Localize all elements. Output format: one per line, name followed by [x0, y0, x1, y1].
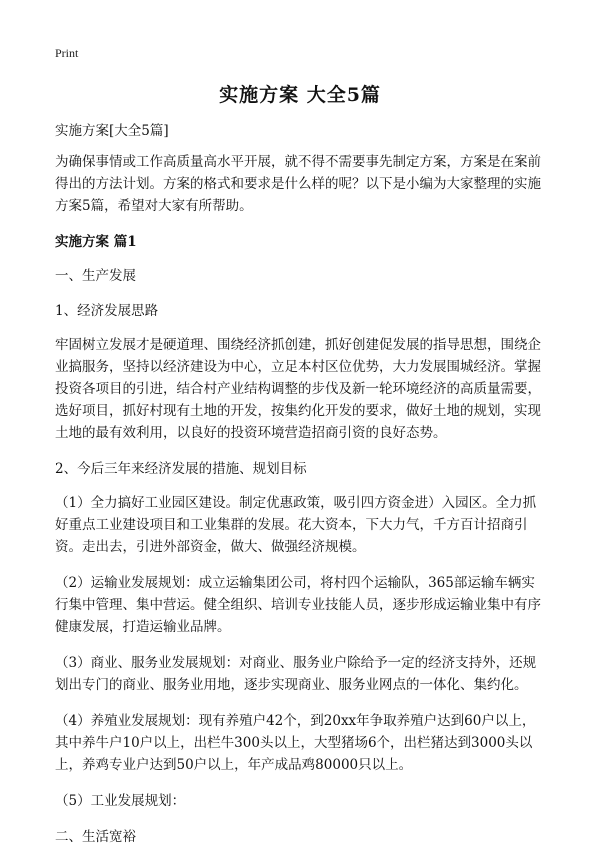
print-label: Print: [55, 46, 79, 60]
list-item: （2）运输业发展规划：成立运输集团公司，将村四个运输队，365部运输车辆实行集中管理、集中营运。健全组织、培训专业技能人员，逐步形成运输业集中有序健康发展，打造运输业品牌。: [55, 575, 541, 635]
list-item: （5）工业发展规划：: [55, 793, 186, 809]
economic-ideas-paragraph: 牢固树立发展才是硬道理、围绕经济抓创建，抓好创建促发展的指导思想，围绕企业搞服务，坚持以经济建设为中心，立足本村区位优势，大力发展围城经济。掌握投资各项目的引进，结合村产业结构调整的步伐及新一轮环境经济的高质量需要，选好项目，抓好村现有土地的开发，按集约化开发的要求，做好土地的规划，实现土地的最有效利用，以良好的投资环境营造招商引资的良好态势。: [55, 337, 541, 441]
document-body: [55, 120, 547, 861]
intro-paragraph: 为确保事情或工作高质量高水平开展，就不得不需要事先制定方案，方案是在案前得出的方法计划。方案的格式和要求是什么样的呢？以下是小编为大家整理的实施方案5篇，希望对大家有所帮助。: [55, 154, 541, 214]
document-title: 实施方案 大全5篇: [219, 84, 381, 106]
subsection-heading-economic-ideas: 1、经济发展思路: [55, 303, 159, 319]
list-item: （1）全力搞好工业园区建设。制定优惠政策，吸引四方资金进）入园区。全力抓好重点工业建设项目和工业集群的发展。花大资本，下大力气，千方百计招商引资。走出去，引进外部资金，做大、做强经济规模。: [55, 495, 537, 555]
list-item: （4）养殖业发展规划：现有养殖户42个，到20xx年争取养殖户达到60户以上，其中养牛户10户以上，出栏牛300头以上，大型猪场6个，出栏猪达到3000头以上，养鸡专业户达到50户以上，年产成品鸡80000只以上。: [55, 713, 536, 773]
document-subtitle: 实施方案[大全5篇]: [55, 123, 169, 139]
section-heading: 实施方案 篇1: [55, 234, 137, 250]
subsection-heading-measures: 2、今后三年来经济发展的措施、规划目标: [55, 461, 307, 477]
part-heading-production: 一、生产发展: [55, 268, 136, 284]
list-item: （3）商业、服务业发展规划：对商业、服务业户除给予一定的经济支持外，还规划出专门的商业、服务业用地，逐步实现商业、服务业网点的一体化、集约化。: [55, 655, 537, 693]
part-heading-living: 二、生活宽裕: [55, 829, 136, 845]
